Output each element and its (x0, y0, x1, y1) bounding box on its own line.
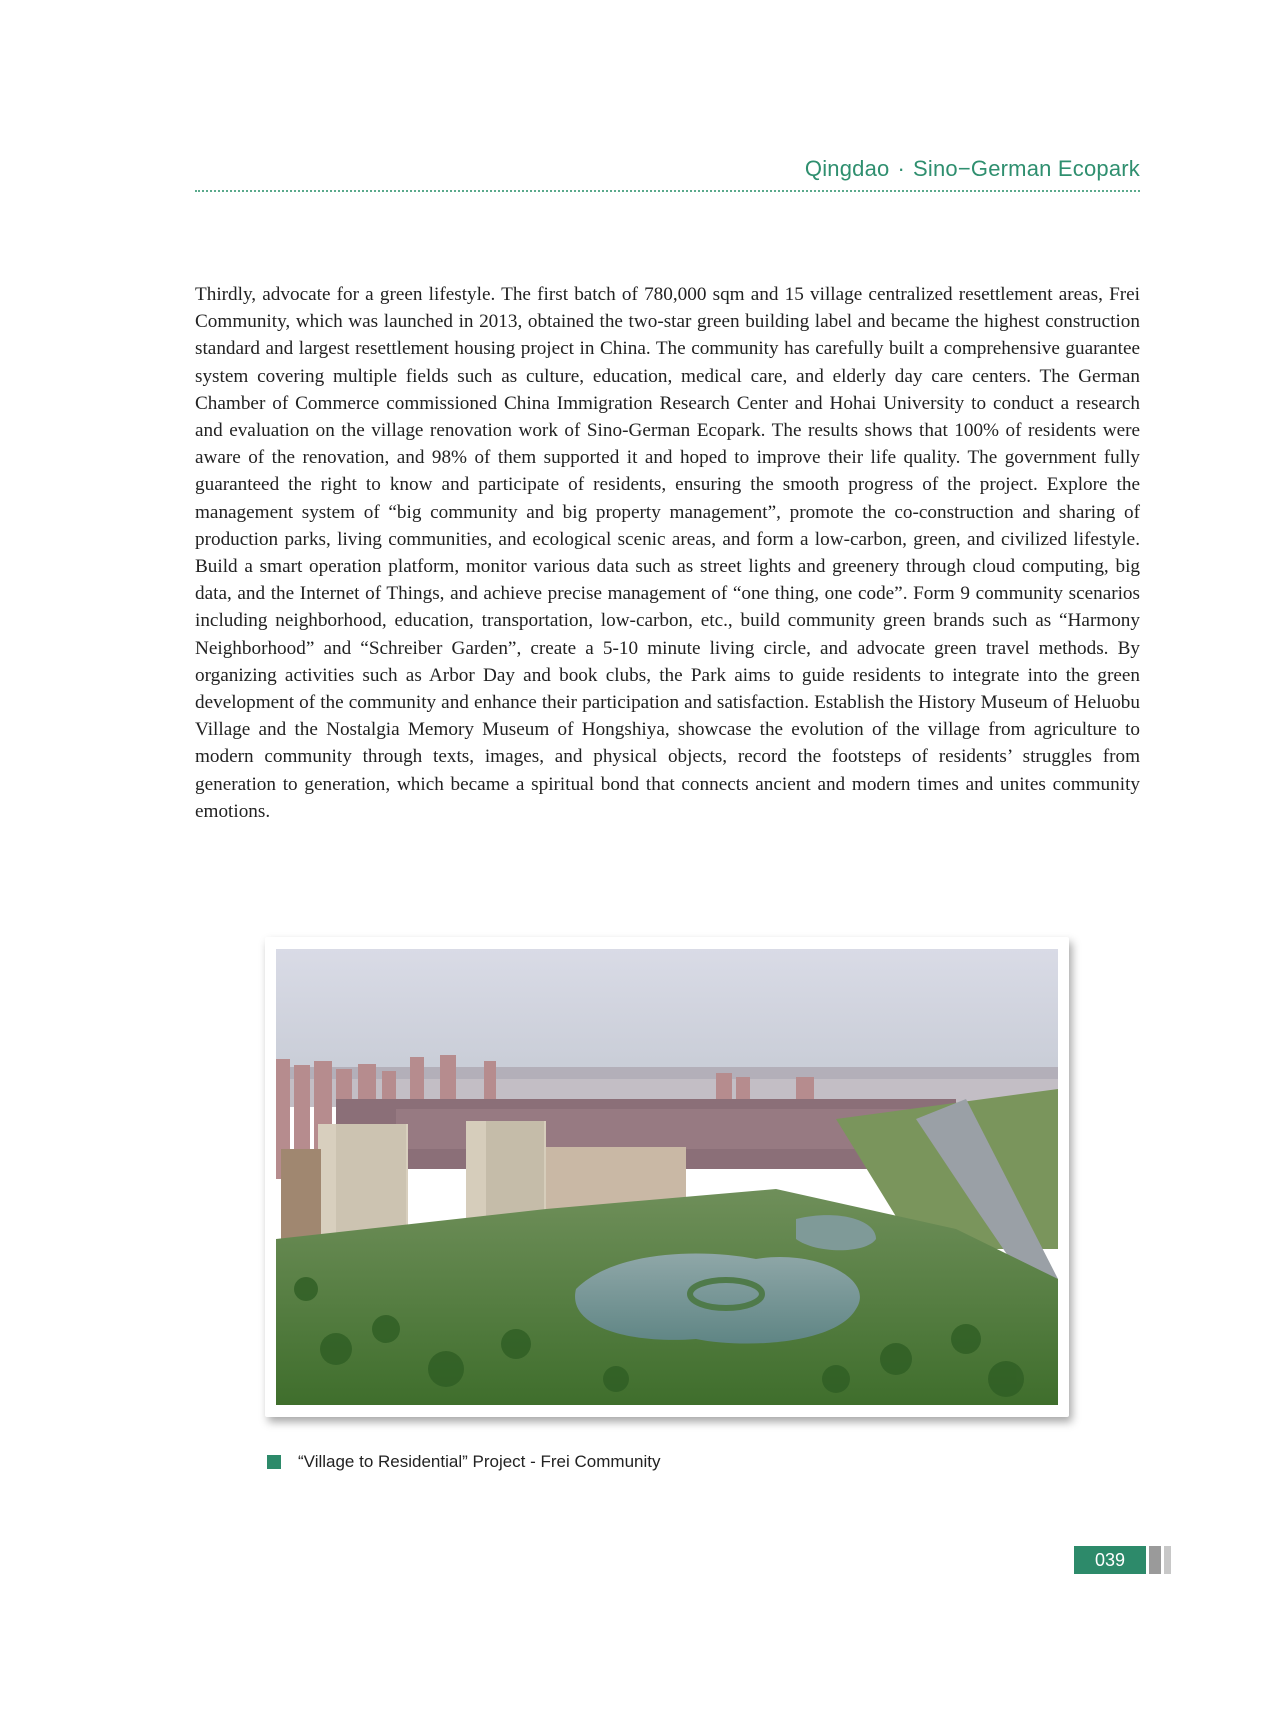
figure-caption (267, 1452, 660, 1472)
header-separator: · (897, 156, 906, 181)
body-paragraph: Thirdly, advocate for a green lifestyle. The first batch of 780,000 sqm and 15 village centralized resettlement areas, Frei Community, which was launched in 2013, obtained the two-star green building label and became the highest construction standard and largest resettlement housing project in China. The community has carefully built a comprehensive guarantee system covering multiple fields such as culture, education, medical care, and elderly day care centers. The German Chamber of Commerce commissioned China Immigration Research Center and Hohai University to conduct a research and evaluation on the village renovation work of Sino-German Ecopark. The results shows that 100% of residents were aware of the renovation, and 98% of them supported it and hoped to improve their life quality. The government fully guaranteed the right to know and participate of residents, ensuring the smooth progress of the project. Explore the management system of “big community and big property management”, promote the co-construction and sharing of production parks, living communities, and ecological scenic areas, and form a low-carbon, green, and civilized lifestyle. Build a smart operation platform, monitor various data such as street lights and greenery through cloud computing, big data, and the Internet of Things, and achieve precise management of “one thing, one code”. Form 9 community scenarios including neighborhood, education, transportation, low-carbon, etc., build community green brands such as “Harmony Neighborhood” and “Schreiber Garden”, create a 5-10 minute living circle, and advocate green travel methods. By organizing activities such as Arbor Day and book clubs, the Park aims to guide residents to integrate into the green development of the community and enhance their participation and satisfaction. Establish the History Museum of Heluobu Village and the Nostalgia Memory Museum of Hongshiya, showcase the evolution of the village from agriculture to modern community through texts, images, and physical objects, record the footsteps of residents’ struggles from generation to generation, which became a spiritual bond that connects ancient and modern times and unites community emotions. (195, 284, 1140, 822)
page-number-bar-light (1164, 1546, 1171, 1574)
photo-frame (265, 937, 1069, 1417)
header-location: Qingdao (804, 156, 890, 181)
page-number-block (1074, 1546, 1171, 1574)
running-header (195, 156, 1140, 192)
caption-marker-square (267, 1455, 281, 1469)
page-number: 039 (1074, 1546, 1146, 1574)
caption-text: “Village to Residential” Project - Frei Community (298, 1452, 661, 1471)
page-number-bar-dark (1149, 1546, 1161, 1574)
aerial-photo-illustration (276, 949, 1058, 1405)
header-title: Sino−German Ecopark (913, 156, 1140, 181)
aerial-photo (276, 949, 1058, 1405)
